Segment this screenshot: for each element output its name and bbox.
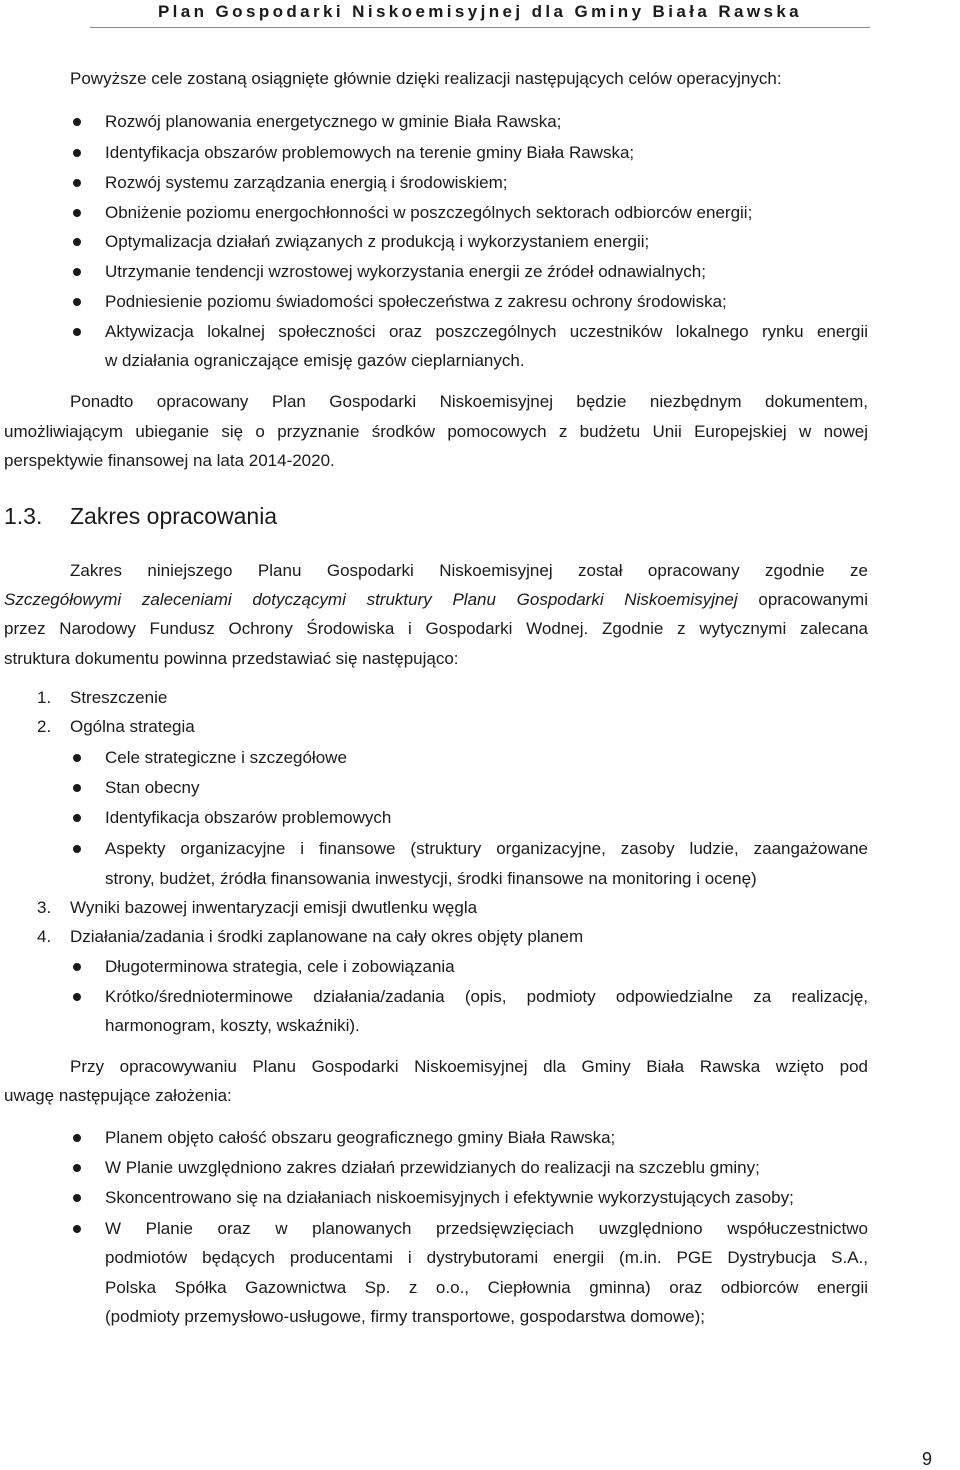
list-item: W Planie uwzględniono zakres działań przewidzianych do realizacji na szczeblu gminy; [105,1158,760,1177]
bullet-icon [73,209,81,217]
bullet-icon [73,118,81,126]
list-number: 3. [37,898,52,917]
list-item: Aktywizacja lokalnej społeczności oraz poszczególnych uczestników lokalnego rynku energii [105,322,868,341]
running-header [90,0,870,28]
paragraph-line [4,589,868,611]
bullet-icon [73,298,81,306]
list-item: Aspekty organizacyjne i finansowe (struktury organizacyjne, zasoby ludzie, zaangażowane [105,839,868,858]
list-item: Cele strategiczne i szczegółowe [105,748,347,767]
section-title: Zakres opracowania [70,503,278,529]
list-item: W Planie oraz w planowanych przedsięwzięciach uwzględniono współuczestnictwo [105,1219,868,1238]
bullet-icon [73,1164,81,1172]
list-item-continuation: w działania ograniczające emisję gazów cieplarnianych. [105,351,525,370]
bullet-icon [73,179,81,187]
list-item: Długoterminowa strategia, cele i zobowiązania [105,957,455,976]
paragraph-line: Ponadto opracowany Plan Gospodarki Niskoemisyjnej będzie niezbędnym dokumentem, [70,392,868,411]
list-item-continuation: Polska Spółka Gazownictwa Sp. z o.o., Ciepłownia gminna) oraz odbiorców energii [105,1278,868,1297]
bullet-icon [73,1134,81,1142]
page-number: 9 [921,1449,932,1469]
bullet-icon [73,814,81,822]
list-item: Streszczenie [70,688,168,707]
bullet-icon [73,845,81,853]
paragraph-line: Przy opracowywaniu Planu Gospodarki Niskoemisyjnej dla Gminy Biała Rawska wzięto pod [70,1057,868,1076]
intro-text: Powyższe cele zostaną osiągnięte głównie dzięki realizacji następujących celów operacyjnych: [70,69,782,88]
bullet-icon [73,754,81,762]
list-item: Działania/zadania i środki zaplanowane na cały okres objęty planem [70,927,584,946]
bullet-icon [73,993,81,1001]
list-item: Identyfikacja obszarów problemowych na terenie gminy Biała Rawska; [105,143,635,162]
list-item: Rozwój planowania energetycznego w gminie Biała Rawska; [105,112,562,131]
list-item-continuation: harmonogram, koszty, wskaźniki). [105,1016,360,1035]
bullet-icon [73,268,81,276]
bullet-icon [73,149,81,157]
paragraph-text: opracowanymi [758,590,868,609]
list-item: Ogólna strategia [70,717,195,736]
bullet-icon [73,238,81,246]
list-item: Skoncentrowano się na działaniach niskoemisyjnych i efektywnie wykorzystujących zasoby; [105,1188,794,1207]
list-item: Obniżenie poziomu energochłonności w poszczególnych sektorach odbiorców energii; [105,203,753,222]
list-item: Podniesienie poziomu świadomości społeczeństwa z zakresu ochrony środowiska; [105,292,727,311]
list-item: Planem objęto całość obszaru geograficznego gminy Biała Rawska; [105,1128,616,1147]
list-item: Optymalizacja działań związanych z produkcją i wykorzystaniem energii; [105,232,650,251]
list-item: Utrzymanie tendencji wzrostowej wykorzystania energii ze źródeł odnawialnych; [105,262,706,281]
list-item: Stan obecny [105,778,200,797]
bullet-icon [73,328,81,336]
list-item: Wyniki bazowej inwentaryzacji emisji dwutlenku węgla [70,898,478,917]
section-number: 1.3. [4,503,43,529]
bullet-icon [73,1194,81,1202]
italic-document-title: Szczegółowymi zaleceniami dotyczącymi struktury Planu Gospodarki Niskoemisyjnej [4,590,738,609]
list-item: Krótko/średnioterminowe działania/zadania (opis, podmioty odpowiedzialne za realizację, [105,987,868,1006]
bullet-icon [73,963,81,971]
list-number: 2. [37,717,52,736]
paragraph-line: perspektywie finansowej na lata 2014-2020. [4,451,335,470]
paragraph-line: Zakres niniejszego Planu Gospodarki Niskoemisyjnej został opracowany zgodnie ze [70,561,868,580]
list-number: 1. [37,688,52,707]
list-item-continuation: strony, budżet, źródła finansowania inwestycji, środki finansowe na monitoring i ocenę) [105,869,757,888]
list-number: 4. [37,927,52,946]
paragraph-line: umożliwiającym ubieganie się o przyznanie środków pomocowych z budżetu Unii Europejskiej w nowej [4,422,868,441]
paragraph-line: przez Narodowy Fundusz Ochrony Środowiska i Gospodarki Wodnej. Zgodnie z wytycznymi zalecana [4,619,868,638]
bullet-icon [73,784,81,792]
paragraph-line: uwagę następujące założenia: [4,1086,232,1105]
header-title: Plan Gospodarki Niskoemisyjnej dla Gminy Biała Rawska [157,2,803,21]
list-item: Identyfikacja obszarów problemowych [105,808,392,827]
list-item-continuation: (podmioty przemysłowo-usługowe, firmy transportowe, gospodarstwa domowe); [105,1307,705,1326]
bullet-icon [73,1225,81,1233]
list-item-continuation: podmiotów będących producentami i dystrybutorami energii (m.in. PGE Dystrybucja S.A., [105,1248,868,1267]
list-item: Rozwój systemu zarządzania energią i środowiskiem; [105,173,508,192]
paragraph-line: struktura dokumentu powinna przedstawiać się następująco: [4,649,459,668]
